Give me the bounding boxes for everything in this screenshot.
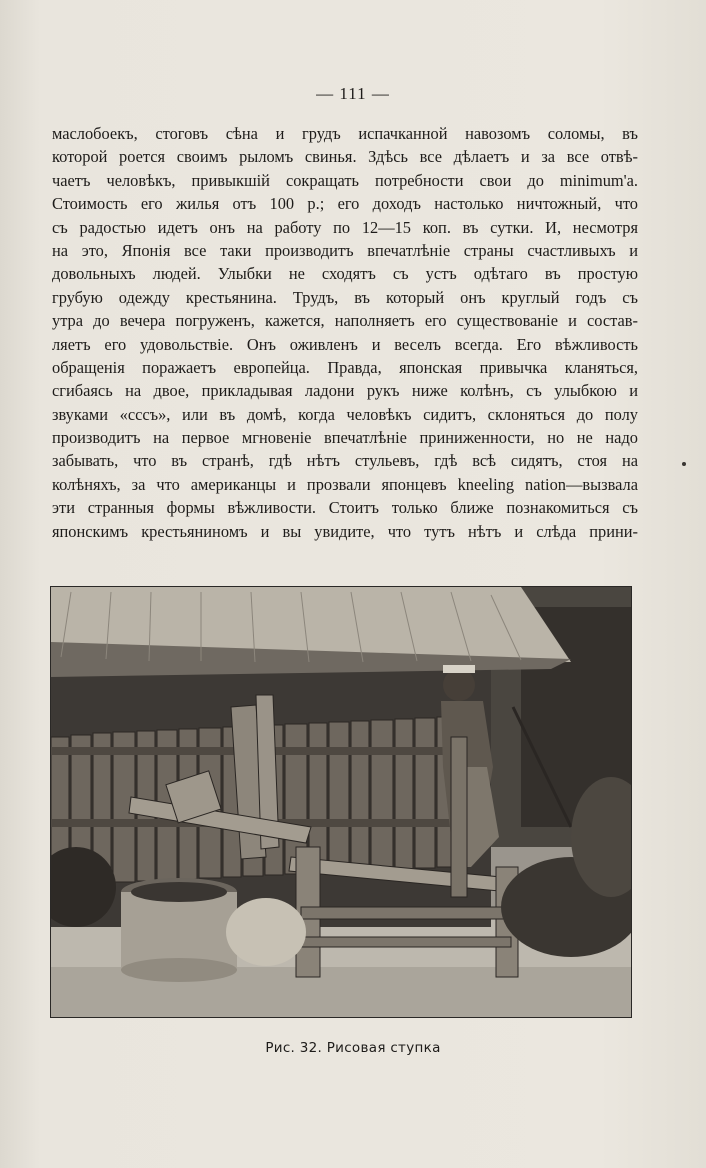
text-line: съ радостью идетъ онъ на работу по 12—15 коп. въ сутки. И, несмотря [52,217,638,237]
text-line: производитъ на первое мгновеніе впечатлѣніе приниженности, но не надо [52,428,638,448]
rice-mortar-photo [51,587,631,1017]
text-line: на это, Японія все таки производитъ впечатлѣніе страны счастливыхъ и [52,240,638,260]
text-line: обращенія поражаетъ европейца. Правда, японская привычка кланяться, [52,357,638,377]
ink-spot [682,462,686,466]
text-line: Стоимость его жилья отъ 100 р.; его доходъ настолько ничтожный, что [52,194,638,214]
text-line: японскимъ крестьяниномъ и вы увидите, что тутъ нѣтъ и слѣда прини- [52,521,638,541]
page-number: — 111 — [316,84,390,103]
text-line: утра до вечера погруженъ, кажется, наполняетъ его существованіе и состав- [52,311,638,331]
body-paragraph [52,122,638,543]
text-line: ляетъ его удовольствіе. Онъ оживленъ и веселъ всегда. Его вѣжливость [52,334,638,354]
text-line: чаетъ человѣкъ, привыкшій сокращать потребности свои до minimum'а. [52,170,638,190]
text-line: забывать, что въ странѣ, гдѣ нѣтъ стульевъ, гдѣ всѣ сидятъ, стоя на [52,451,638,471]
text-line: колѣняхъ, за что американцы и прозвали японцевъ kneeling nation—вызвала [52,474,638,494]
photo-figure [50,586,632,1018]
text-line: звуками «сссъ», или въ домѣ, когда человѣкъ сидитъ, склоняться до полу [52,404,638,424]
text-line: сгибаясь на двое, прикладывая ладони рукъ ниже колѣнъ, съ улыбкою и [52,381,638,401]
text-line: довольныхъ людей. Улыбки не сходятъ съ устъ одѣтаго въ простую [52,264,638,284]
text-line: маслобоекъ, стоговъ сѣна и грудъ испачканной навозомъ соломы, въ [52,124,638,143]
text-line: грубую одежду крестьянина. Трудъ, въ который онъ круглый годъ съ [52,287,638,307]
text-line: которой роется своимъ рыломъ свинья. Здѣсь все дѣлаетъ и за все отвѣ- [52,147,638,167]
text-line: эти странныя формы вѣжливости. Стоитъ только ближе познакомиться съ [52,498,638,518]
figure-caption: Рис. 32. Рисовая ступка [265,1040,441,1056]
